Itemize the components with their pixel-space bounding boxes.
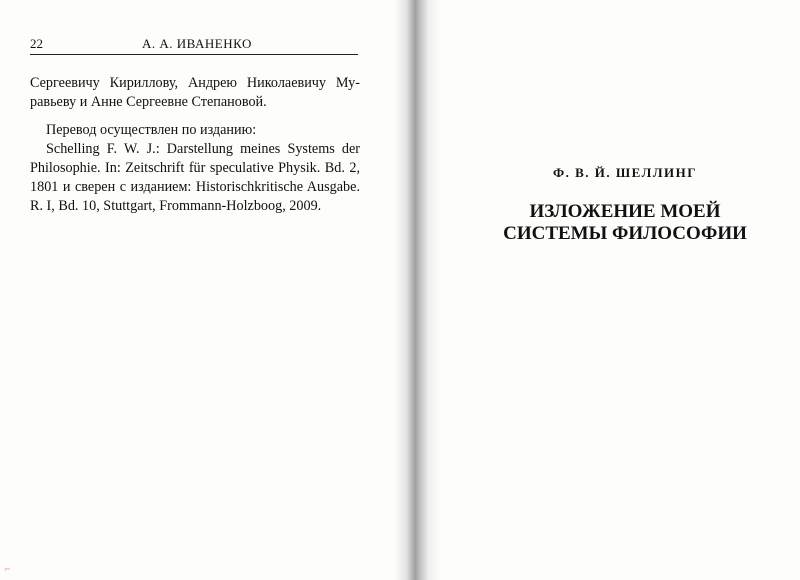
text-line: Schelling F. W. J.: Darstellung meines Systems der <box>46 141 360 157</box>
text-line: 1801 и сверен с изданием: Historischkritische Ausgabe. <box>30 179 360 195</box>
title-line: ИЗЛОЖЕНИЕ МОЕЙ <box>529 201 721 222</box>
acknowledgement-paragraph <box>30 74 360 112</box>
title-line: СИСТЕМЫ ФИЛОСОФИИ <box>503 223 747 244</box>
text-line: Сергеевичу Кириллову, Андрею Николаевичу Му- <box>30 75 360 91</box>
right-page <box>430 0 800 580</box>
text-line: R. I, Bd. 10, Stuttgart, Frommann-Holzboog, 2009. <box>30 198 322 214</box>
text-line: равьеву и Анне Сергеевне Степановой. <box>30 94 267 110</box>
book-gutter-shadow <box>395 0 440 580</box>
text-line: Philosophie. In: Zeitschrift für speculative Physik. Bd. 2, <box>30 160 360 176</box>
page-number: 22 <box>30 36 43 51</box>
translation-source-note <box>30 121 360 216</box>
author-name: Ф. В. Й. ШЕЛЛИНГ <box>552 165 698 180</box>
scan-artifact-mark: ⌐ <box>4 565 11 574</box>
book-title <box>460 201 790 245</box>
text-line: Перевод осуществлен по изданию: <box>46 122 257 138</box>
running-head-title: А. А. ИВАНЕНКО <box>142 36 252 51</box>
header-rule <box>30 54 358 55</box>
running-head <box>30 36 358 54</box>
